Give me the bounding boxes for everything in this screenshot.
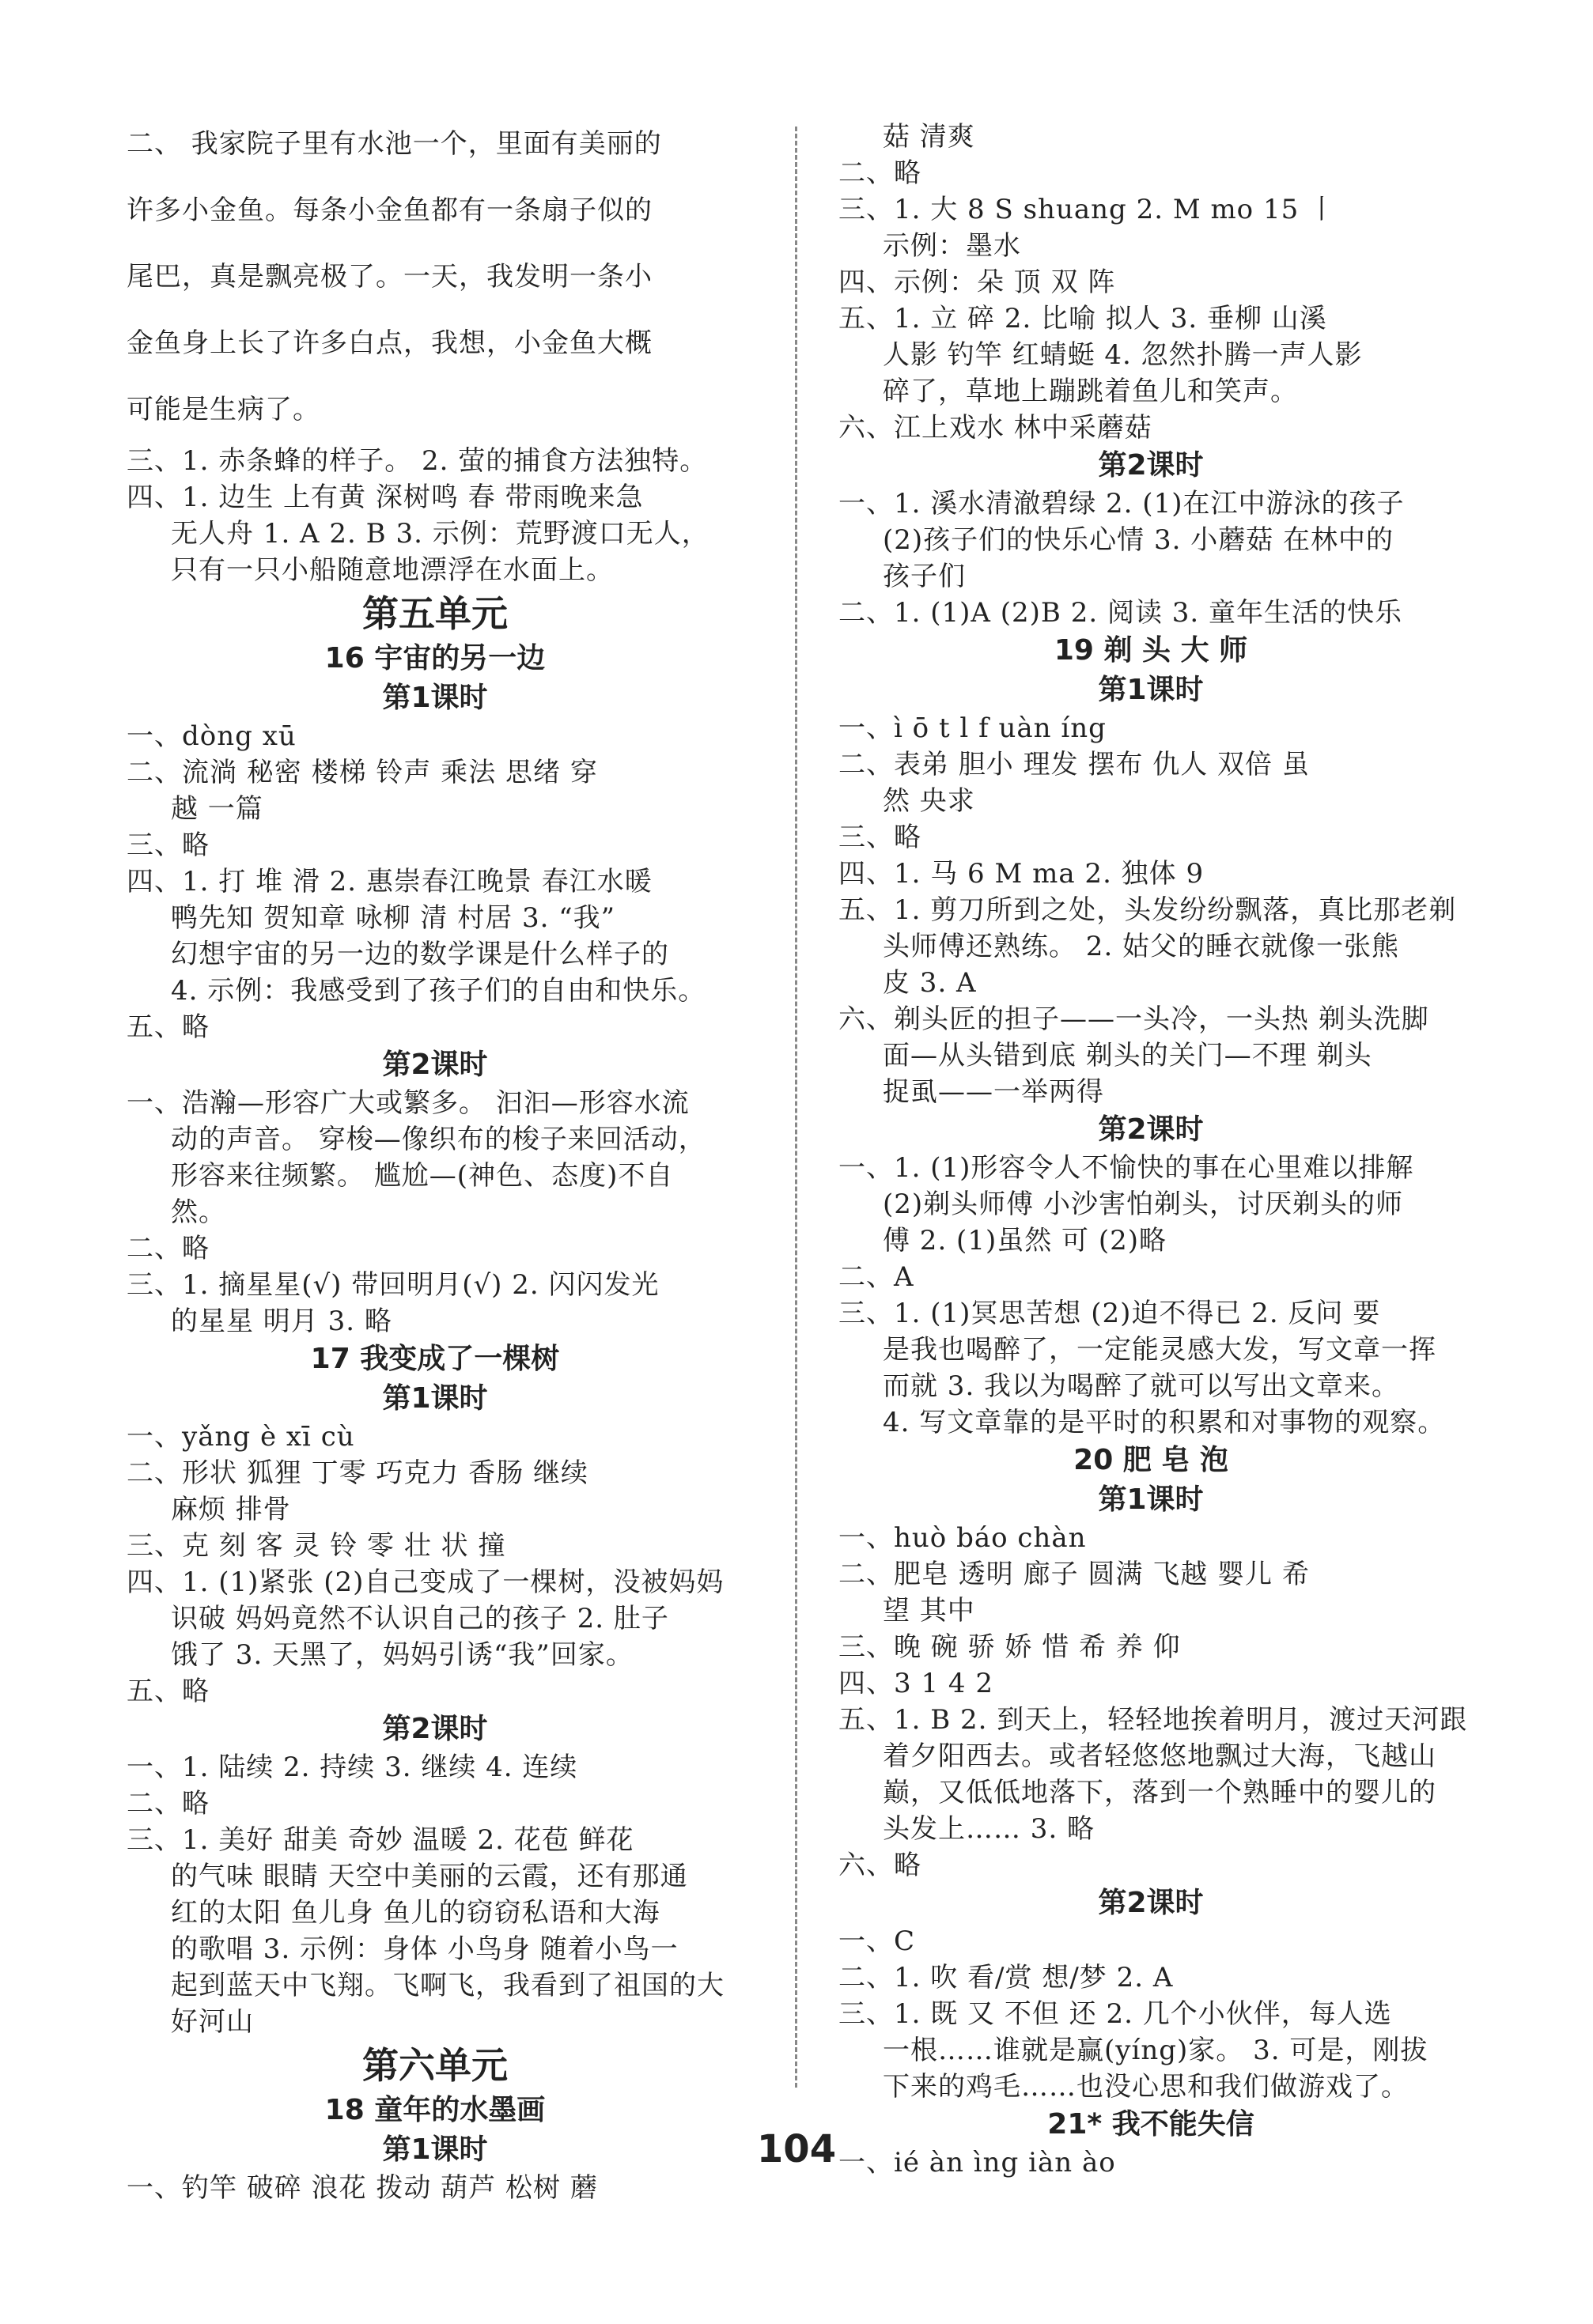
answer-line: 示例：墨水 [883, 230, 1021, 262]
answer-line: 一、钓竿 破碎 浪花 拨动 葫芦 松树 蘑 [127, 2172, 598, 2204]
answer-line: 傅 2. (1)虽然 可 (2)略 [883, 1225, 1167, 1256]
answer-line: 无人舟 1. A 2. B 3. 示例：荒野渡口无人， [171, 518, 709, 550]
answer-line: 二、形状 狐狸 丁零 巧克力 香肠 继续 [127, 1457, 589, 1489]
answer-line: 只有一只小船随意地漂浮在水面上。 [171, 554, 614, 586]
answer-line: (2)孩子们的快乐心情 3. 小蘑菇 在林中的 [883, 524, 1394, 556]
answer-line: 五、1. B 2. 到天上，轻轻地挨着明月，渡过天河跟 [838, 1704, 1468, 1736]
answer-line: 捉虱——一举两得 [883, 1076, 1104, 1108]
answer-line: 越 一篇 [171, 793, 263, 825]
section-heading: 16 宇宙的另一边 [324, 642, 546, 675]
unit-heading: 第五单元 [362, 592, 508, 635]
answer-line: 4. 写文章靠的是平时的积累和对事物的观察。 [883, 1407, 1446, 1438]
answer-line: 菇 清爽 [883, 121, 975, 153]
answer-line: 一、ì ō t l f uàn íng [838, 712, 1107, 744]
section-heading: 第2课时 [1098, 449, 1204, 482]
answer-line: 面—从头错到底 剃头的关门—不理 剃头 [883, 1040, 1372, 1071]
answer-line: 一、浩瀚—形容广大或繁多。 汩汩—形容水流 [127, 1087, 690, 1119]
answer-line: 可能是生病了。 [127, 394, 320, 425]
column-divider [795, 127, 797, 2088]
section-heading: 第1课时 [382, 2133, 488, 2166]
section-heading: 17 我变成了一棵树 [310, 1343, 560, 1375]
answer-line: 三、1. 摘星星(√) 带回明月(√) 2. 闪闪发光 [127, 1269, 660, 1301]
answer-line: 红的太阳 鱼儿身 鱼儿的窃窃私语和大海 [171, 1897, 660, 1929]
answer-line: 的歌唱 3. 示例：身体 小鸟身 随着小鸟一 [171, 1933, 679, 1965]
answer-line: 而就 3. 我以为喝醉了就可以写出文章来。 [883, 1370, 1400, 1402]
answer-line: 二、表弟 胆小 理发 摆布 仇人 双倍 虽 [838, 749, 1310, 780]
answer-line: 孩子们 [883, 561, 966, 592]
answer-line: 金鱼身上长了许多白点，我想，小金鱼大概 [127, 327, 653, 359]
answer-line: 是我也喝醉了，一定能灵感大发，写文章一挥 [883, 1334, 1436, 1366]
answer-line: 人影 钓竿 红蜻蜓 4. 忽然扑腾一声人影 [883, 339, 1363, 371]
section-heading: 18 童年的水墨画 [324, 2094, 546, 2126]
answer-line: 一根……谁就是赢(yíng)家。 3. 可是，刚拔 [883, 2035, 1428, 2066]
answer-line: 六、略 [838, 1850, 921, 1881]
answer-line: 五、1. 剪刀所到之处，头发纷纷飘落，真比那老剃 [838, 894, 1457, 926]
answer-line: 四、1. (1)紧张 (2)自己变成了一棵树，没被妈妈 [127, 1566, 725, 1598]
answer-line: 一、1. 溪水清澈碧绿 2. (1)在江中游泳的孩子 [838, 488, 1405, 520]
answer-line: 然 央求 [883, 785, 975, 817]
answer-line: 三、克 刻 客 灵 铃 零 壮 状 撞 [127, 1530, 506, 1562]
answer-line: 三、1. 大 8 S shuang 2. M mo 15 丨 [838, 194, 1337, 225]
answer-line: 五、略 [127, 1011, 210, 1043]
answer-line: 一、yǎng è xī cù [127, 1421, 355, 1453]
answer-line: 鸭先知 贺知章 咏柳 清 村居 3. “我” [171, 902, 616, 934]
answer-line: 识破 妈妈竟然不认识自己的孩子 2. 肚子 [171, 1603, 669, 1634]
answer-line: 一、1. 陆续 2. 持续 3. 继续 4. 连续 [127, 1752, 578, 1783]
answer-line: 四、3 1 4 2 [838, 1668, 993, 1699]
answer-line: 麻烦 排骨 [171, 1494, 291, 1525]
section-heading: 第1课时 [382, 1382, 488, 1415]
answer-line: 五、略 [127, 1676, 210, 1707]
answer-line: 六、江上戏水 林中采蘑菇 [838, 412, 1152, 444]
answer-line: 一、dòng xū [127, 720, 297, 752]
answer-line: 三、1. 既 又 不但 还 2. 几个小伙伴，每人选 [838, 1998, 1392, 2030]
answer-line: 一、ié àn ìng iàn ào [838, 2147, 1116, 2179]
answer-line: 三、略 [127, 829, 210, 861]
answer-line: 一、1. (1)形容令人不愉快的事在心里难以排解 [838, 1152, 1414, 1184]
section-heading: 19 剃 头 大 师 [1054, 634, 1248, 667]
page-number: 104 [756, 2127, 837, 2171]
answer-line: 形容来往频繁。 尴尬—(神色、态度)不自 [171, 1160, 674, 1192]
section-heading: 第1课时 [1098, 674, 1204, 706]
answer-line: 一、huò báo chàn [838, 1522, 1087, 1554]
section-heading: 第2课时 [382, 1713, 488, 1745]
answer-line: 六、剃头匠的担子——一头冷，一头热 剃头洗脚 [838, 1003, 1429, 1035]
answer-line: 四、1. 边生 上有黄 深树鸣 春 带雨晚来急 [127, 482, 644, 513]
section-heading: 20 肥 皂 泡 [1073, 1444, 1228, 1476]
answer-line: 望 其中 [883, 1595, 975, 1627]
section-heading: 第1课时 [1098, 1483, 1204, 1516]
answer-line: 二、肥皂 透明 廊子 圆满 飞越 婴儿 希 [838, 1559, 1310, 1590]
answer-line: 头师傅还熟练。 2. 姑父的睡衣就像一张熊 [883, 931, 1400, 962]
answer-line: (2)剃头师傅 小沙害怕剃头，讨厌剃头的师 [883, 1188, 1403, 1220]
answer-line: 许多小金鱼。每条小金鱼都有一条扇子似的 [127, 195, 653, 226]
answer-line: 二、1. 吹 看/赏 想/梦 2. A [838, 1962, 1174, 1993]
answer-line: 着夕阳西去。或者轻悠悠地飘过大海，飞越山 [883, 1740, 1436, 1772]
answer-line: 头发上…… 3. 略 [883, 1813, 1095, 1845]
answer-line: 四、1. 马 6 M ma 2. 独体 9 [838, 858, 1205, 890]
answer-line: 的气味 眼睛 天空中美丽的云霞，还有那通 [171, 1861, 688, 1892]
answer-line: 碎了，草地上蹦跳着鱼儿和笑声。 [883, 376, 1298, 407]
answer-line: 二、流淌 秘密 楼梯 铃声 乘法 思绪 穿 [127, 757, 598, 788]
unit-heading: 第六单元 [362, 2044, 508, 2087]
answer-line: 二、略 [127, 1788, 210, 1820]
section-heading: 第2课时 [1098, 1887, 1204, 1919]
answer-line: 二、A [838, 1261, 914, 1293]
answer-line: 下来的鸡毛……也没心思和我们做游戏了。 [883, 2071, 1409, 2103]
answer-line: 二、略 [127, 1233, 210, 1264]
answer-line: 四、1. 打 堆 滑 2. 惠崇春江晚景 春江水暖 [127, 866, 653, 897]
answer-line: 三、略 [838, 822, 921, 853]
answer-line: 三、1. (1)冥思苦想 (2)迫不得已 2. 反问 要 [838, 1298, 1381, 1329]
answer-line: 三、晚 碗 骄 娇 惜 希 养 仰 [838, 1631, 1181, 1663]
answer-line: 二、1. (1)A (2)B 2. 阅读 3. 童年生活的快乐 [838, 597, 1403, 629]
answer-line: 幻想宇宙的另一边的数学课是什么样子的 [171, 939, 669, 970]
answer-line: 起到蓝天中飞翔。飞啊飞，我看到了祖国的大 [171, 1970, 725, 2001]
answer-line: 五、1. 立 碎 2. 比喻 拟人 3. 垂柳 山溪 [838, 303, 1327, 334]
left-column [127, 111, 744, 2206]
section-heading: 第2课时 [1098, 1113, 1204, 1146]
answer-line: 的星星 明月 3. 略 [171, 1306, 392, 1337]
answer-line: 一、C [838, 1925, 916, 1957]
section-heading: 第2课时 [382, 1049, 488, 1081]
right-column [838, 119, 1468, 2181]
answer-line: 然。 [171, 1196, 226, 1228]
section-heading: 第1课时 [382, 682, 488, 714]
answer-line: 饿了 3. 天黑了，妈妈引诱“我”回家。 [171, 1639, 634, 1671]
answer-line: 三、1. 美好 甜美 奇妙 温暖 2. 花苞 鲜花 [127, 1824, 634, 1856]
answer-line: 三、1. 赤条蜂的样子。 2. 萤的捕食方法独特。 [127, 445, 708, 477]
section-heading: 21* 我不能失信 [1047, 2108, 1254, 2141]
answer-line: 好河山 [171, 2006, 254, 2038]
answer-line: 皮 3. A [883, 967, 977, 999]
answer-line: 四、示例：朵 顶 双 阵 [838, 266, 1116, 298]
answer-line: 动的声音。 穿梭—像织布的梭子来回活动， [171, 1124, 706, 1155]
answer-line: 二、略 [838, 157, 921, 189]
answer-line: 尾巴，真是飘亮极了。一天，我发明一条小 [127, 261, 653, 293]
answer-line: 二、 我家院子里有水池一个，里面有美丽的 [127, 128, 662, 160]
answer-line: 4. 示例：我感受到了孩子们的自由和快乐。 [171, 975, 706, 1007]
answer-line: 巅，又低低地落下，落到一个熟睡中的婴儿的 [883, 1777, 1436, 1808]
